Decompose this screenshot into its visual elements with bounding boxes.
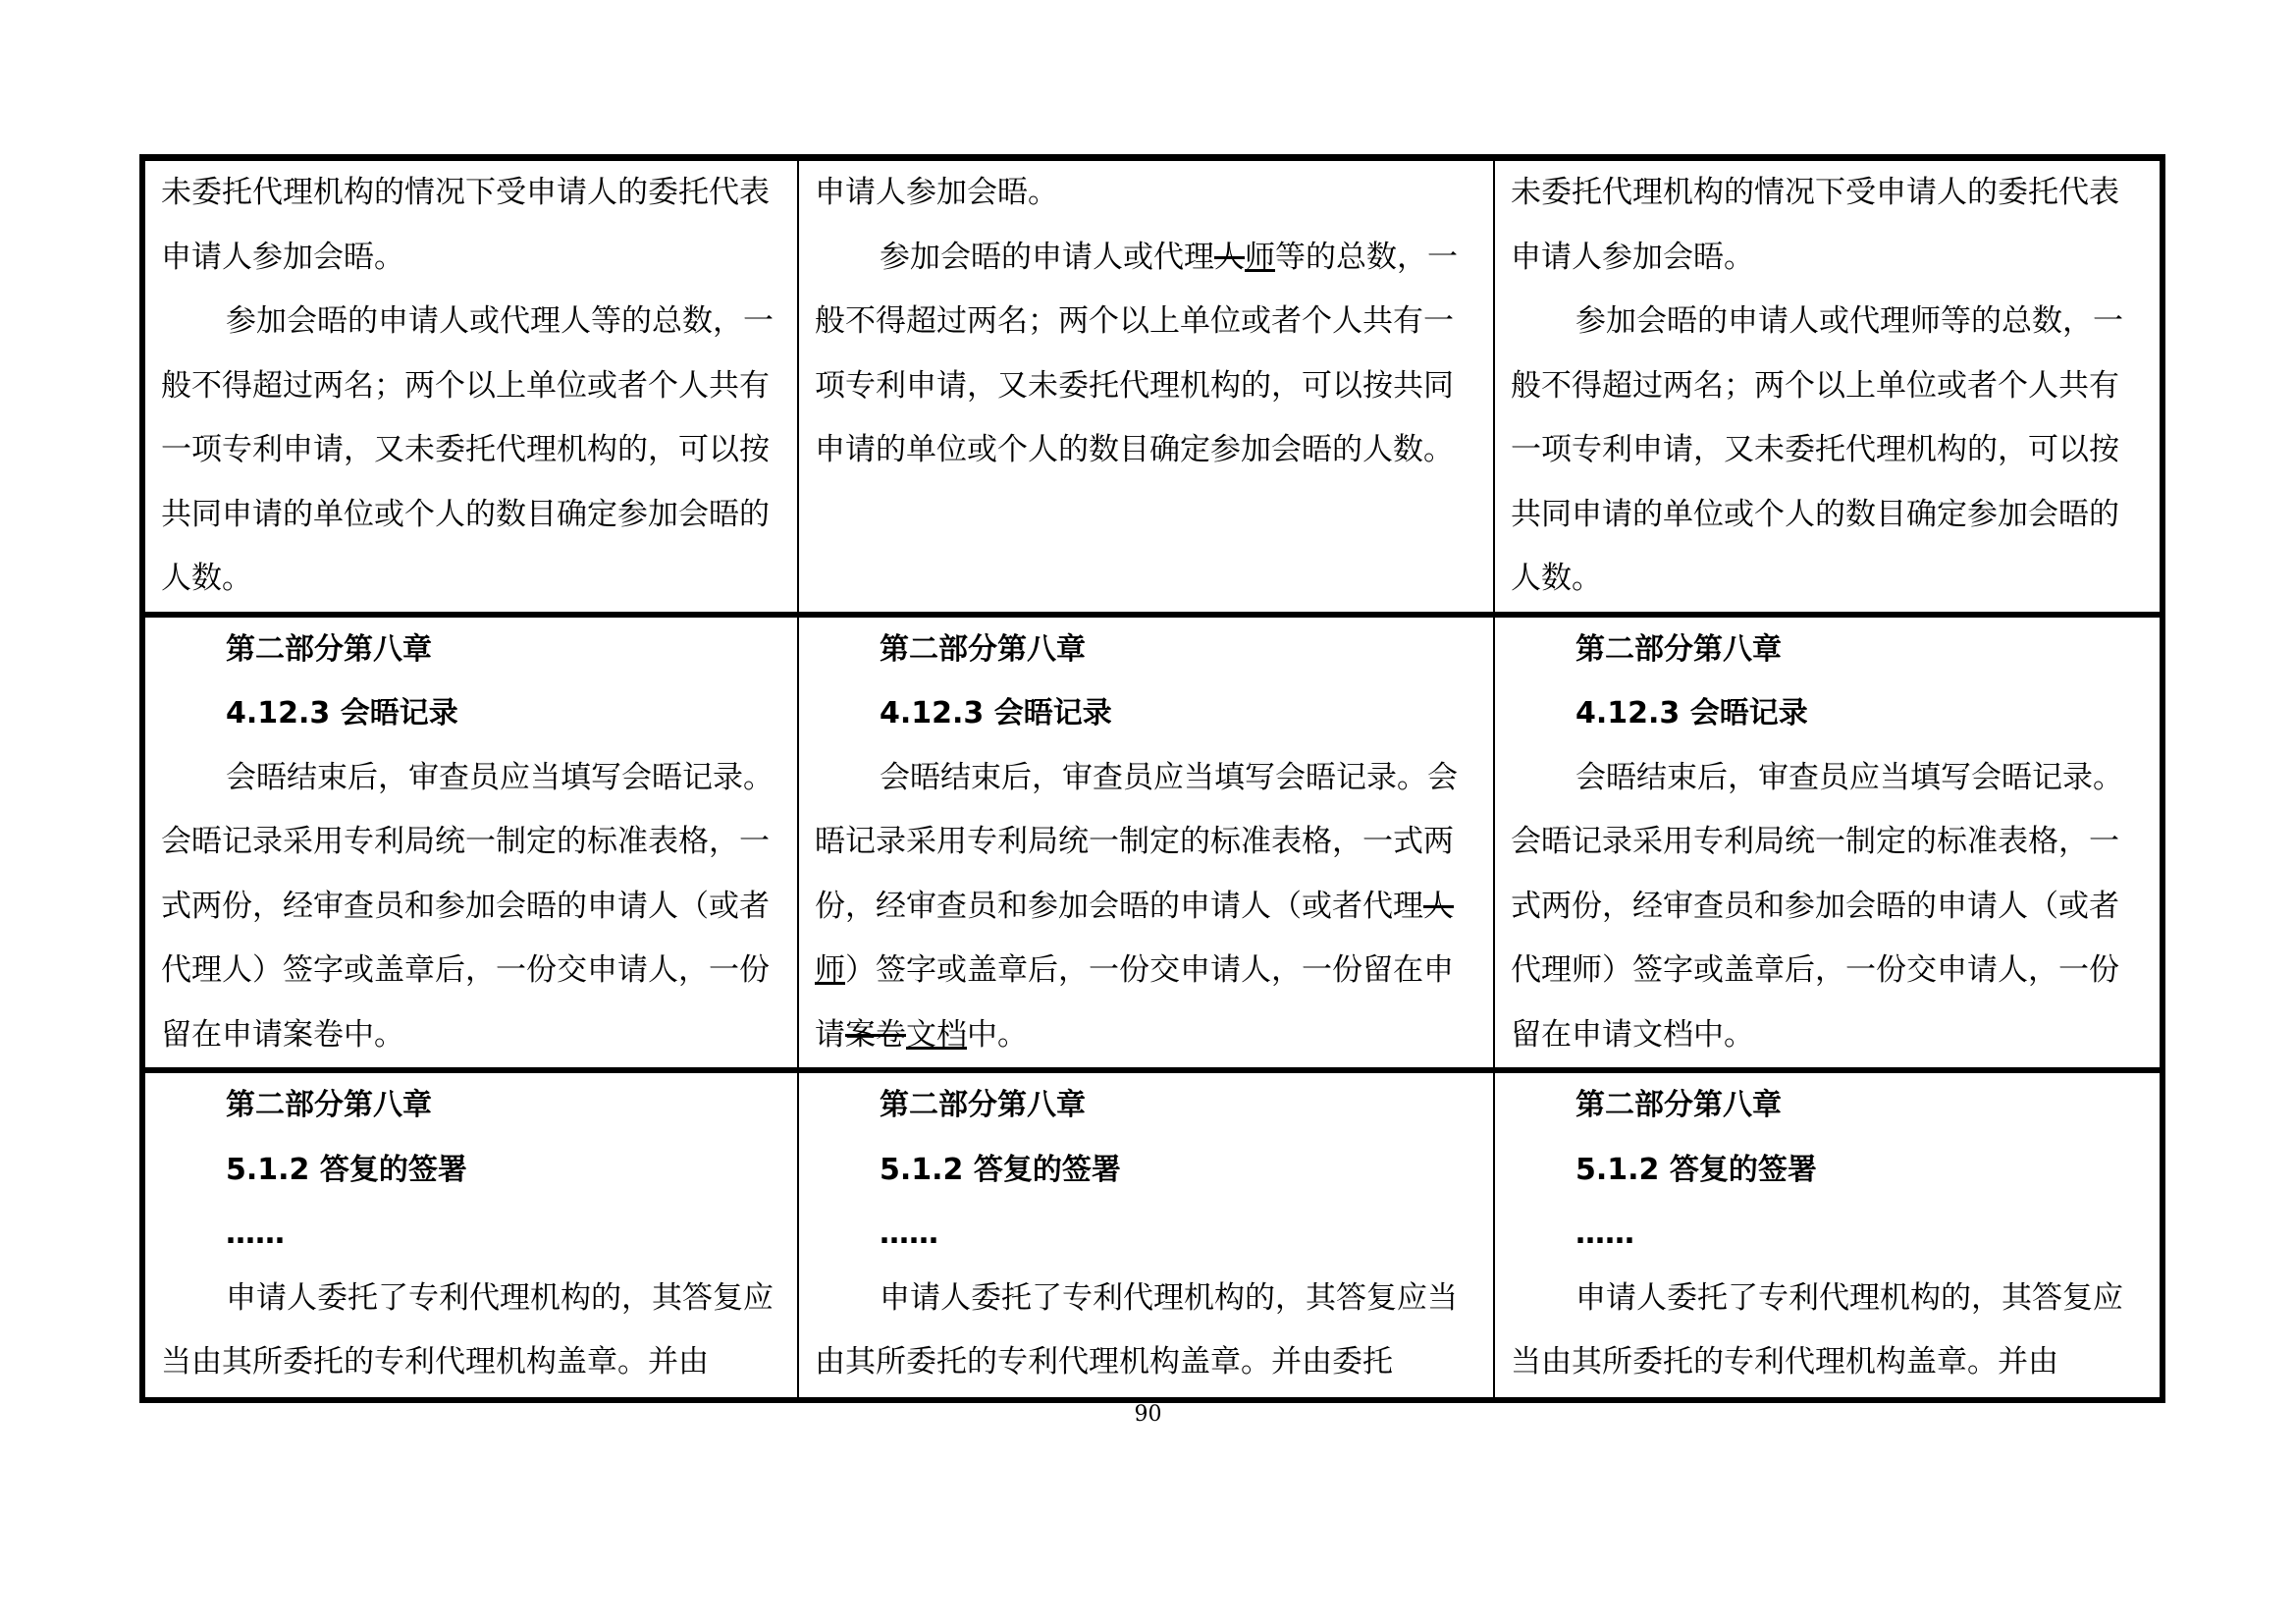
cell-revised [1494,615,2163,1071]
cell-revised [1494,1070,2163,1400]
text-run: 参加会晤的申请人或代理 [880,239,1214,275]
page-number: 90 [1134,1402,1162,1427]
inserted-text: 师 [1245,239,1275,275]
subsection-heading: 5.1.2 答复的签署 [880,1152,1121,1187]
table-row [142,615,2163,1071]
cell-revision [798,615,1494,1071]
ellipsis: …… [226,1217,285,1251]
section-heading: 第二部分第八章 [1575,1088,1782,1122]
text-run: 中。 [967,1016,1028,1053]
inserted-text: 文档 [906,1016,967,1053]
paragraph [815,746,1479,1068]
section-heading: 第二部分第八章 [1575,631,1782,667]
paragraph: 未委托代理机构的情况下受申请人的委托代表申请人参加会晤。 [161,175,770,275]
paragraph: 申请人参加会晤。 [815,175,1058,210]
cell-revision [798,1070,1494,1400]
paragraph: 参加会晤的申请人或代理人等的总数，一般不得超过两名；两个以上单位或者个人共有一项专利申请，又未委托代理机构的，可以按共同申请的单位或个人的数目确定参加会晤的人数。 [161,303,774,596]
subsection-heading: 4.12.3 会晤记录 [880,696,1112,730]
paragraph: 会晤结束后，审查员应当填写会晤记录。会晤记录采用专利局统一制定的标准表格，一式两份，经审查员和参加会晤的申请人（或者代理人）签字或盖章后，一份交申请人，一份留在申请案卷中。 [161,759,774,1053]
table-row [142,158,2163,615]
subsection-heading: 5.1.2 答复的签署 [226,1152,467,1187]
ellipsis: …… [880,1217,938,1251]
cell-original [142,615,798,1071]
deleted-text: 案卷 [845,1016,906,1053]
cell-revised [1494,158,2163,615]
section-heading: 第二部分第八章 [880,631,1086,667]
paragraph: 申请人委托了专利代理机构的，其答复应当由其所委托的专利代理机构盖章。并由 [161,1279,774,1380]
text-run: 会晤结束后，审查员应当填写会晤记录。会晤记录采用专利局统一制定的标准表格，一式两份，经审查员和参加会晤的申请人（或者代理 [815,759,1458,924]
paragraph: 申请人委托了专利代理机构的，其答复应当由其所委托的专利代理机构盖章。并由委托 [815,1279,1458,1380]
section-heading: 第二部分第八章 [880,1088,1086,1122]
ellipsis: …… [1575,1217,1634,1251]
table-row [142,1070,2163,1400]
paragraph: 未委托代理机构的情况下受申请人的委托代表申请人参加会晤。 [1511,175,2119,275]
text-run: 等的总数，一般不得超过两名；两个以上单位或者个人共有一项专利申请，又未委托代理机构的，可以按共同申请的单位或个人的数目确定参加会晤的人数。 [815,239,1458,467]
deleted-text: 人 [1214,239,1245,275]
subsection-heading: 4.12.3 会晤记录 [226,696,458,730]
section-heading: 第二部分第八章 [226,631,432,667]
text-run: ）签字或盖章后，一份交申请人，一份留在申请 [815,952,1454,1053]
cell-revision [798,158,1494,615]
inserted-text: 师 [815,952,845,988]
subsection-heading: 5.1.2 答复的签署 [1575,1152,1817,1187]
paragraph [815,226,1479,483]
paragraph: 申请人委托了专利代理机构的，其答复应当由其所委托的专利代理机构盖章。并由 [1511,1279,2123,1380]
paragraph: 会晤结束后，审查员应当填写会晤记录。会晤记录采用专利局统一制定的标准表格，一式两份，经审查员和参加会晤的申请人（或者代理师）签字或盖章后，一份交申请人，一份留在申请文档中。 [1511,759,2123,1053]
section-heading: 第二部分第八章 [226,1088,432,1122]
cell-original [142,1070,798,1400]
comparison-table [139,154,2165,1403]
cell-original [142,158,798,615]
subsection-heading: 4.12.3 会晤记录 [1575,696,1808,730]
deleted-text: 人 [1423,888,1454,924]
paragraph: 参加会晤的申请人或代理师等的总数，一般不得超过两名；两个以上单位或者个人共有一项专利申请，又未委托代理机构的，可以按共同申请的单位或个人的数目确定参加会晤的人数。 [1511,303,2123,596]
